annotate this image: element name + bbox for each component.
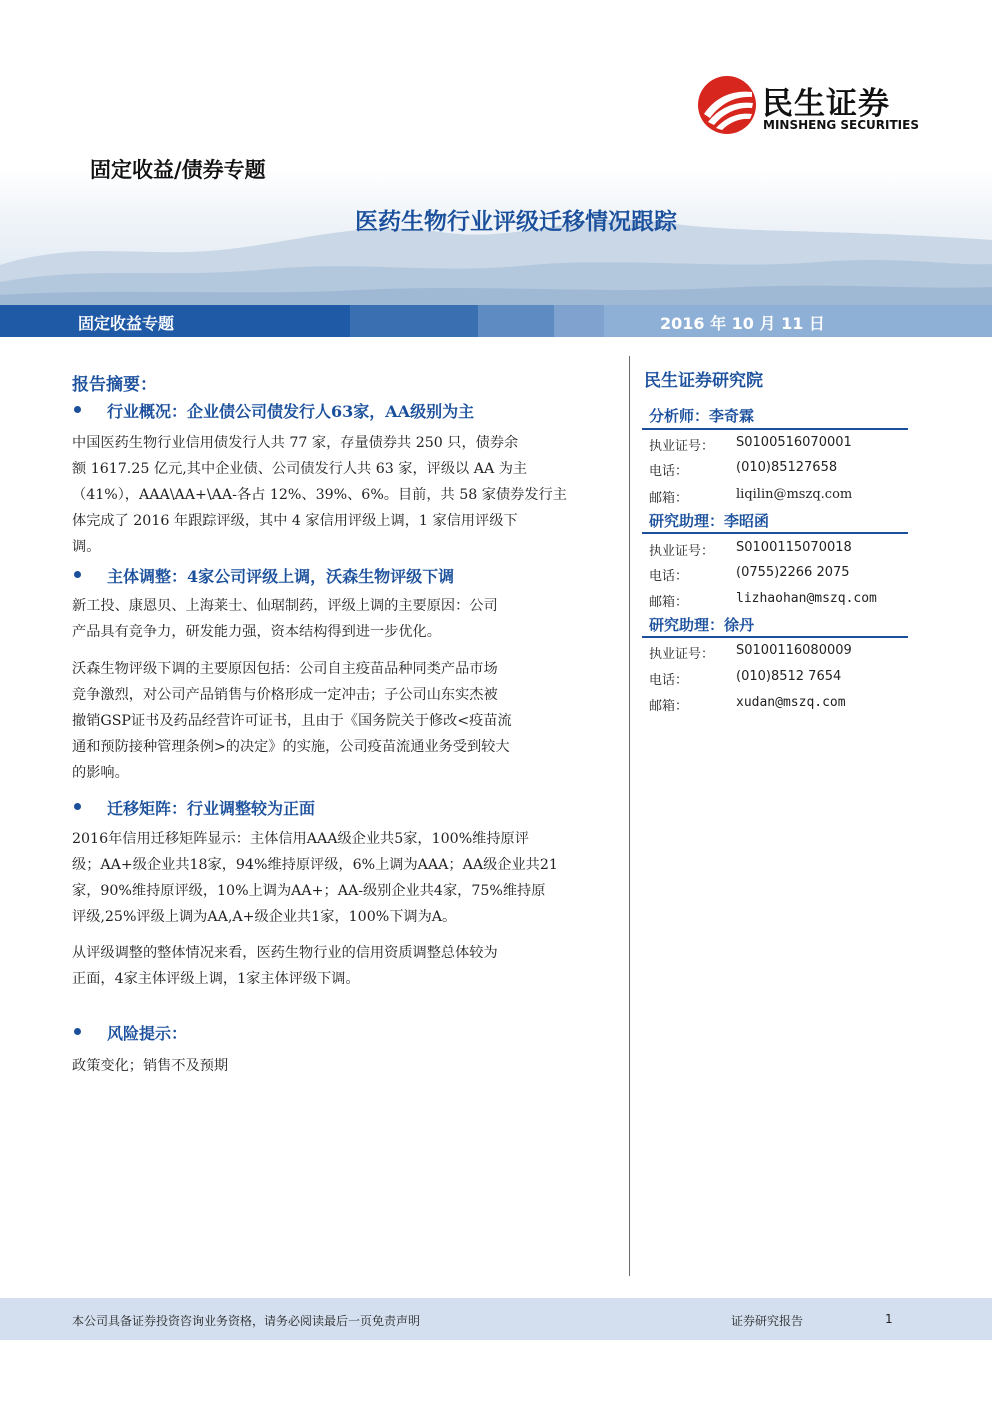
assistant-name: 研究助理：李昭函 [649,512,770,530]
license-label: 执业证号： [649,439,715,454]
header-landscape-background [0,170,992,305]
report-date: 2016 年 10 月 11 日 [660,314,825,333]
section-paragraph: 中国医药生物行业信用债发行人共 77 家，存量债券共 250 只，债券余 额 1617.25 亿元,其中企业债、公司债发行人共 63 家，评级以 AA 为主 （41%），AAA\AA+\AA-各占 12%、39%、6%。目前，共 58 家债券发行主 体完成了 2016 年跟踪评级，其中 4 家信用评级上调，1 家信用评级下 调。 [72,435,567,555]
section-title: 迁移矩阵：行业调整较为正面 [107,799,316,818]
bullet-icon [74,571,81,578]
email-link[interactable]: liqilin@mszq.com [736,487,853,502]
phone-number: (010)8512 7654 [736,669,842,684]
report-title: 医药生物行业评级迁移情况跟踪 [355,209,677,235]
section-paragraph: 新工投、康恩贝、上海莱士、仙琚制药，评级上调的主要原因：公司 产品具有竞争力，研发能力强，资本结构得到进一步优化。 [72,598,498,640]
brand-name-en: MINSHENG SECURITIES [763,118,919,132]
page-number: 1 [885,1312,893,1326]
section-rule [642,428,908,430]
email-label: 邮箱： [649,595,689,610]
phone-label: 电话： [649,673,689,688]
assistant-name: 研究助理：徐丹 [649,616,755,634]
section-paragraph: 沃森生物评级下调的主要原因包括：公司自主疫苗品种同类产品市场 竞争激烈，对公司产品销售与价格形成一定冲击；子公司山东实杰被 撤销GSP证书及药品经营许可证书，且由于《国务院关于修改<疫苗流 通和预防接种管理条例>的决定》的实施，公司疫苗流通业务受到较大 的影响。 [72,661,512,781]
section-title: 风险提示： [107,1024,188,1043]
phone-label: 电话： [649,464,689,479]
phone-number: (010)85127658 [736,460,838,475]
phone-label: 电话： [649,569,689,584]
license-number: S0100516070001 [736,435,852,450]
section-paragraph: 从评级调整的整体情况来看，医药生物行业的信用资质调整总体较为 正面，4家主体评级上调，1家主体评级下调。 [72,945,498,987]
brand-name-cn: 民生证券 [762,86,890,122]
footer-disclaimer: 本公司具备证券投资咨询业务资格，请务必阅读最后一页免责声明 [72,1314,421,1328]
section-paragraph: 2016年信用迁移矩阵显示：主体信用AAA级企业共5家，100%维持原评 级；AA+级企业共18家，94%维持原评级，6%上调为AAA；AA级企业共21 家，90%维持原评级，10%上调为AA+；AA-级别企业共4家，75%维持原 评级,25%评级上调为AA,A+级企业共1家，100%下调为A。 [72,831,558,925]
license-label: 执业证号： [649,544,715,559]
email-label: 邮箱： [649,491,689,506]
institute-name: 民生证券研究院 [644,371,763,391]
email-link[interactable]: lizhaohan@mszq.com [736,591,877,606]
brand-logo [696,74,926,136]
report-category: 固定收益/债券专题 [90,157,266,182]
bullet-icon [74,406,81,413]
license-number: S0100115070018 [736,540,852,555]
section-title: 行业概况：企业债公司债发行人63家，AA级别为主 [107,402,475,421]
minsheng-logo-icon [696,74,758,136]
section-paragraph: 政策变化；销售不及预期 [72,1058,229,1074]
column-divider [629,356,630,1276]
phone-number: (0755)2266 2075 [736,565,850,580]
footer-report-type: 证券研究报告 [731,1314,804,1328]
section-title: 主体调整：4家公司评级上调，沃森生物评级下调 [107,567,455,586]
email-link[interactable]: xudan@mszq.com [736,695,846,710]
email-label: 邮箱： [649,699,689,714]
analyst-name: 分析师：李奇霖 [649,407,755,425]
license-number: S0100116080009 [736,643,852,658]
section-rule [642,636,908,638]
band-label: 固定收益专题 [78,314,175,333]
summary-heading: 报告摘要： [72,375,157,395]
bullet-icon [74,1028,81,1035]
section-rule [642,532,908,534]
mountains-graphic [0,170,992,305]
bullet-icon [74,803,81,810]
license-label: 执业证号： [649,647,715,662]
